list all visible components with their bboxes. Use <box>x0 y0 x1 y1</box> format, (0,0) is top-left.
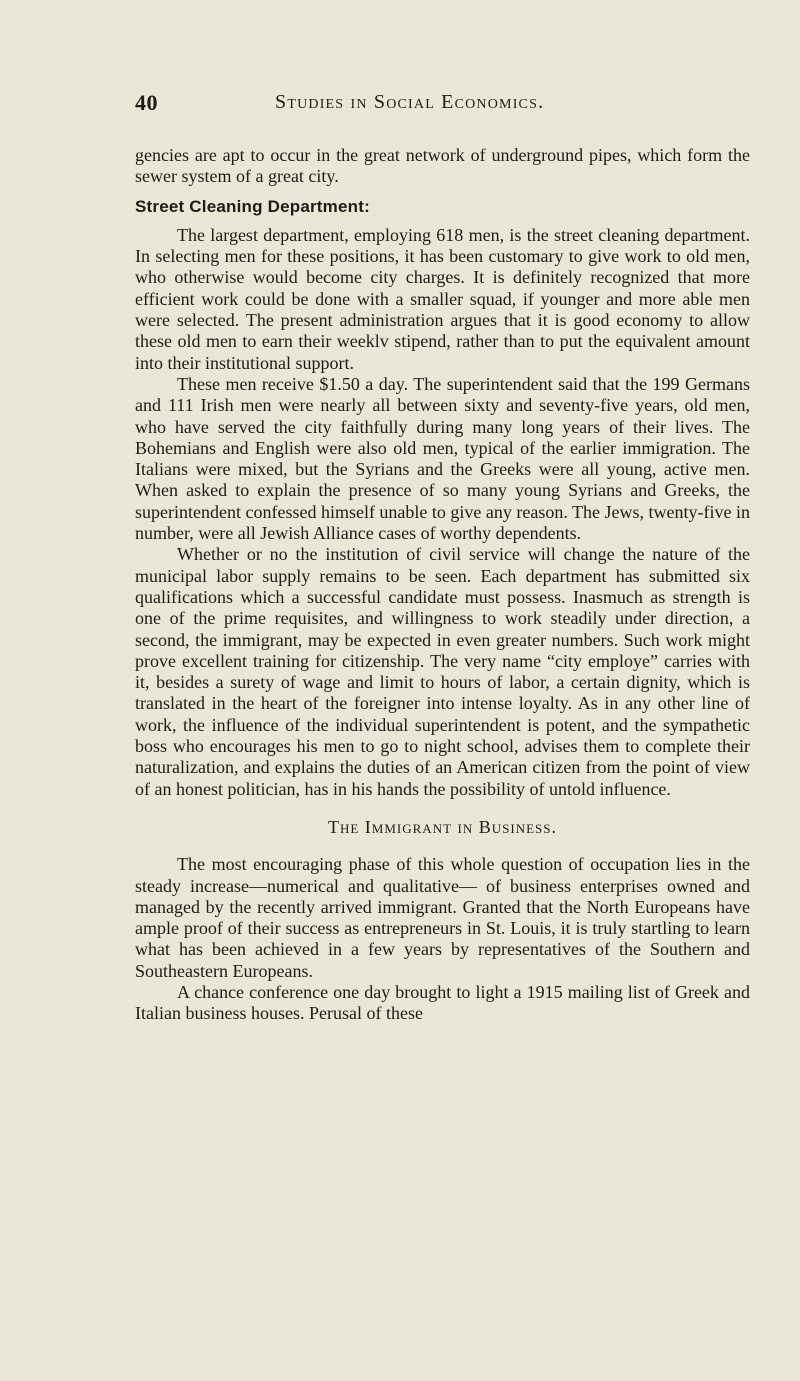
street-cleaning-paragraph-2: These men receive $1.50 a day. The superintendent said that the 199 Germans and 111 Irish men were nearly all between sixty and seventy-five years, old men, who have served the city faithfully during many long years of their lives. The Bohemians and English were also old men, typical of the earlier immigration. The Italians were mixed, but the Syrians and the Greeks were all young, active men. When asked to explain the presence of so many young Syrians and Greeks, the superintendent confessed himself unable to give any reason. The Jews, twenty-five in number, were all Jewish Alliance cases of worthy dependents. <box>135 373 750 544</box>
page-body <box>135 145 750 1025</box>
street-cleaning-paragraph-3: Whether or no the institution of civil service will change the nature of the municipal labor supply remains to be seen. Each department has submitted six qualifications which a successful candidate must possess. Inasmuch as strength is one of the prime requisites, and willingness to work steadily under direction, a second, the immigrant, may be expected in even greater numbers. Such work might prove excellent training for citizenship. The very name “city employe” carries with it, besides a surety of wage and limit to hours of labor, a certain dignity, which is translated in the heart of the foreigner into intense loyalty. As in any other line of work, the influence of the individual superintendent is potent, and the sympathetic boss who encourages his men to go to night school, advises them to complete their naturalization, and explains the duties of an American citizen from the point of view of an honest politician, has in his hands the possibility of untold influence. <box>135 544 750 799</box>
business-paragraph-1: The most encouraging phase of this whole question of occupation lies in the steady increase—numerical and qualitative— of business enterprises owned and managed by the recently arrived immigrant. Granted that the North Europeans have ample proof of their success as entrepreneurs in St. Louis, it is truly startling to learn what has been achieved in a few years by representatives of the Southern and Southeastern Europeans. <box>135 854 750 981</box>
business-paragraph-2: A chance conference one day brought to light a 1915 mailing list of Greek and Italian business houses. Perusal of these <box>135 981 750 1024</box>
running-title: Studies in Social Economics. <box>275 91 545 113</box>
opening-paragraph: gencies are apt to occur in the great network of underground pipes, which form the sewer system of a great city. <box>135 145 750 187</box>
page-header <box>135 90 750 124</box>
street-cleaning-paragraph-1: The largest department, employing 618 men, is the street cleaning department. In selecting men for these positions, it has been customary to give work to old men, who otherwise would become city charges. It is definitely recognized that more efficient work could be done with a smaller squad, if younger and more able men were selected. The present administration argues that it is good economy to allow these old men to earn their weeklv stipend, rather than to put the equivalent amount into their institutional support. <box>135 224 750 373</box>
street-cleaning-heading: Street Cleaning Department: <box>135 196 370 216</box>
page-number: 40 <box>135 90 158 115</box>
immigrant-business-heading: The Immigrant in Business. <box>327 816 557 837</box>
